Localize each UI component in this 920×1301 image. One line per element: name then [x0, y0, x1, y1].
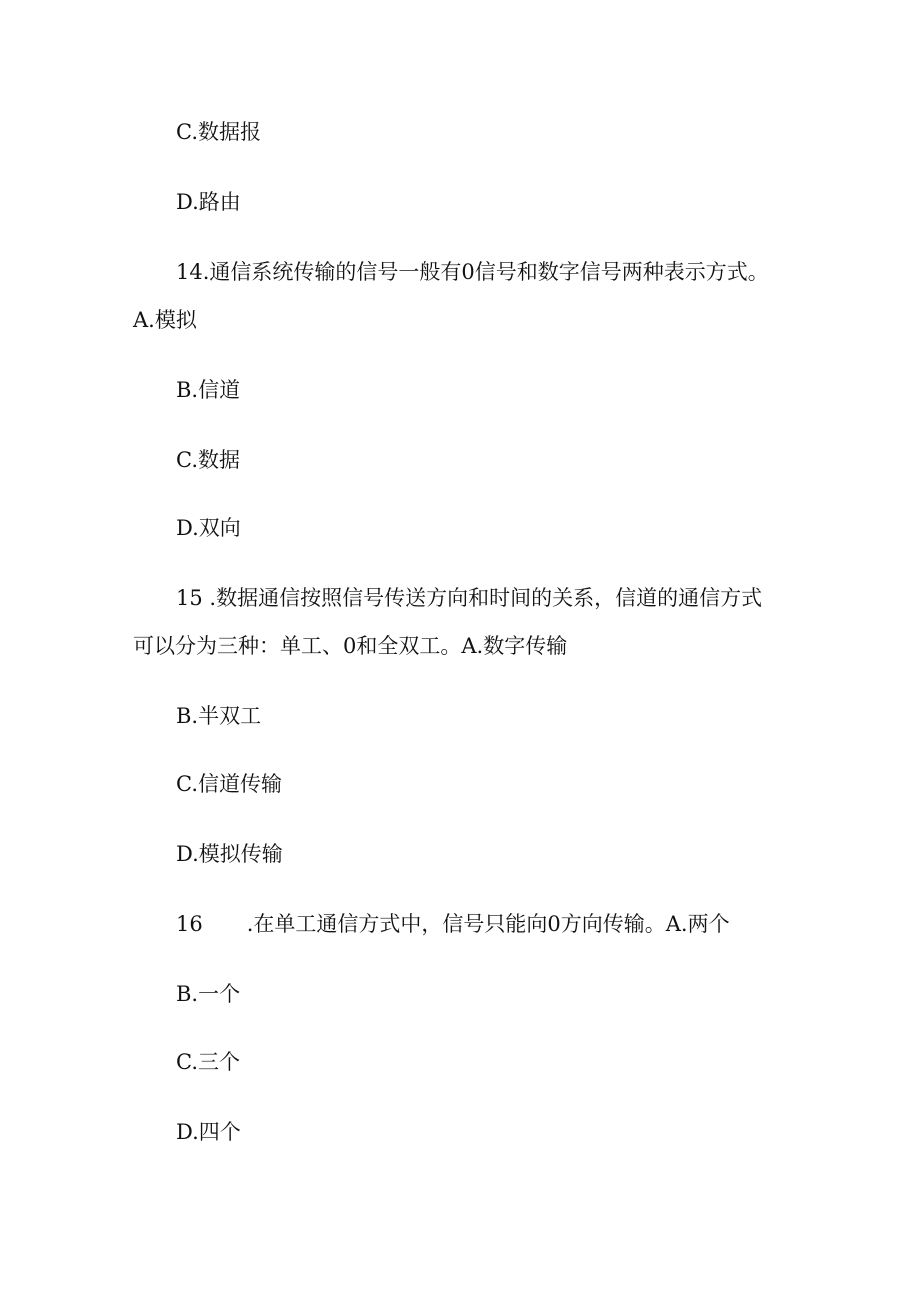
option-d-q15: D.模拟传输 — [176, 842, 283, 866]
option-b-q14: B.信道 — [176, 378, 241, 402]
question-16 — [176, 910, 730, 938]
option-d-q14: D.双向 — [176, 516, 241, 540]
question-15-line-2: 可以分为三种：单工、0和全双工。A.数字传输 — [133, 634, 568, 658]
question-16-text: .在单工通信方式中，信号只能向0方向传输。A.两个 — [246, 912, 730, 936]
option-c-q13: C.数据报 — [176, 120, 261, 144]
option-c-q14: C.数据 — [176, 448, 240, 472]
question-14: 14.通信系统传输的信号一般有0信号和数字信号两种表示方式。 — [176, 260, 769, 284]
option-c-q15: C.信道传输 — [176, 772, 282, 796]
question-15-line-1: 15 .数据通信按照信号传送方向和时间的关系，信道的通信方式 — [176, 586, 763, 610]
option-b-q16: B.一个 — [176, 982, 241, 1006]
option-d-q13: D.路由 — [176, 190, 241, 214]
option-b-q15: B.半双工 — [176, 704, 262, 728]
option-d-q16: D.四个 — [176, 1120, 241, 1144]
option-a-q14: A.模拟 — [133, 308, 197, 332]
option-c-q16: C.三个 — [176, 1050, 240, 1074]
question-16-number: 16 — [176, 912, 203, 936]
